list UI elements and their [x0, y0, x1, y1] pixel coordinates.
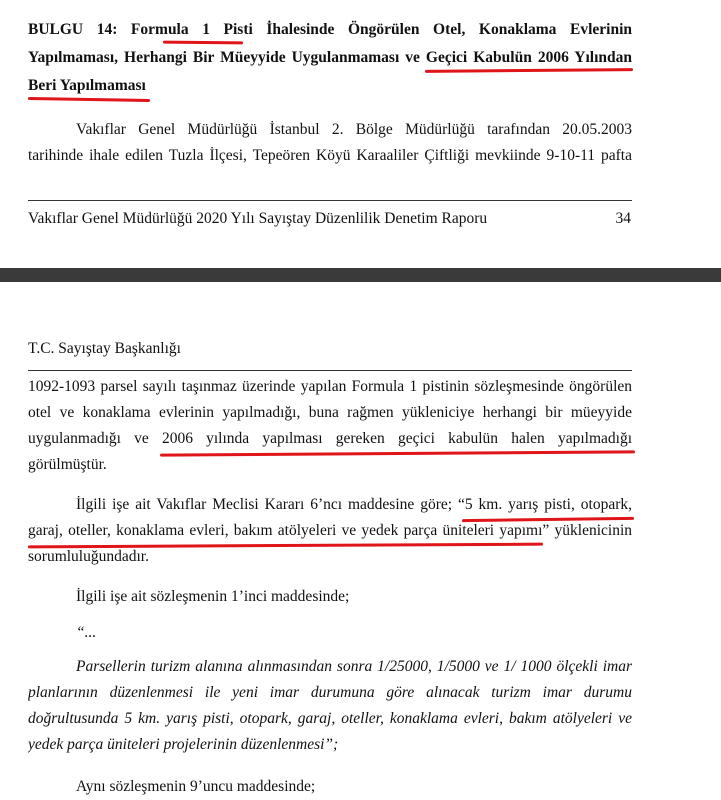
quote-line-4: yedek parça üniteleri projelerinin düzenlenmesi”;	[28, 736, 339, 753]
cut-line: Aynı sözleşmenin 9’uncu maddesinde;	[76, 778, 316, 795]
footer-page-number: 34	[615, 210, 631, 227]
page-header: T.C. Sayıştay Başkanlığı	[28, 340, 181, 357]
paragraph-cut	[28, 774, 632, 800]
para1-line-2: otel ve konaklama evlerinin yapılmadığı, buna rağmen yükleniciye herhangi bir müeyyide	[28, 404, 632, 421]
body-line-2: tarihinde ihale edilen Tuzla İlçesi, Tepeören Köyü Karaaliler Çiftliği mevkiinde 9-10-11 pafta	[28, 147, 632, 164]
report-page-34	[0, 0, 721, 268]
header-divider	[28, 370, 632, 371]
report-page-35	[0, 282, 721, 795]
para3-line: İlgili işe ait sözleşmenin 1’inci maddesinde;	[76, 588, 350, 605]
para2-line-3: sorumluluğundadır.	[28, 548, 149, 565]
quote-open-mark: “...	[76, 624, 97, 641]
body-line-1: Vakıflar Genel Müdürlüğü İstanbul 2. Bölge Müdürlüğü tarafından 20.05.2003	[76, 121, 632, 138]
para1-line-1: 1092-1093 parsel sayılı taşınmaz üzerinde yapılan Formula 1 pistinin sözleşmesinde öngörülen	[28, 378, 632, 395]
finding-body	[28, 117, 632, 169]
quote-line-1: Parsellerin turizm alanına alınmasından sonra 1/25000, 1/5000 ve 1/ 1000 ölçekli imar	[76, 658, 632, 675]
heading-line-2: Yapılmaması, Herhangi Bir Müeyyide Uygulanmaması ve Geçici Kabulün 2006 Yılından	[28, 49, 632, 66]
para2-line-1: İlgili işe ait Vakıflar Meclisi Kararı 6’ncı maddesine göre; “5 km. yarış pisti, otopark,	[76, 496, 632, 513]
quote-line-2: planlarının düzenlenmesi ile yeni imar durumuna göre alınacak turizm imar durumu	[28, 684, 632, 701]
footer-divider	[28, 200, 632, 201]
quote-open	[28, 620, 632, 646]
finding-heading	[28, 16, 632, 100]
paragraph-2	[28, 492, 632, 570]
page-separator	[0, 268, 721, 282]
paragraph-1	[28, 374, 632, 478]
para2-line-2: garaj, oteller, konaklama evleri, bakım atölyeleri ve yedek parça üniteleri yapımı” yüklenicinin	[28, 522, 632, 539]
para1-line-4: görülmüştür.	[28, 456, 107, 473]
heading-line-3: Beri Yapılmaması	[28, 77, 146, 94]
heading-line-1: BULGU 14: Formula 1 Pisti İhalesinde Öngörülen Otel, Konaklama Evlerinin	[28, 21, 632, 38]
footer-report-title: Vakıflar Genel Müdürlüğü 2020 Yılı Sayıştay Düzenlilik Denetim Raporu	[28, 210, 488, 227]
quote-line-3: doğrultusunda 5 km. yarış pisti, otopark, garaj, oteller, konaklama evleri, bakım atölyeleri ve	[28, 710, 632, 727]
paragraph-3	[28, 584, 632, 610]
quoted-clause	[28, 654, 632, 758]
para1-line-3: uygulanmadığı ve 2006 yılında yapılması gereken geçici kabulün halen yapılmadığı	[28, 430, 632, 447]
